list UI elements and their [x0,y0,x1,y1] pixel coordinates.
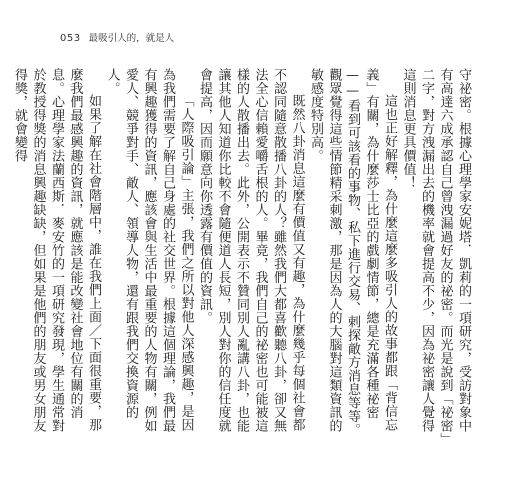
page-number: 053 [60,33,81,44]
paragraph: 這也正好解釋，為什麼這麼多吸引人的故事都跟「背信忘義」有關，為什麼莎士比亞的戲劇情節，總是充滿各種祕密——看到可該看的事物、私下進行交易、剌探敵方消息等等。觀眾覺得這些情節精采刺激，那是因為人的大腦對這類資訊的敏感度特別高。 [308,68,397,437]
paragraph: 「人際吸引論」主張，我們之所以對他人深感興趣，是因為我們需要了解自己身處的社交世界。根據這個理論，我們最有興趣獲得的資訊，應該會與生活中最重要的人物有關，例如愛人、競爭對手、敵人、領導人物，還有跟我們交換資源的人。 [104,68,194,433]
paragraph: 既然八卦消息這麼有價值又有趣，為什麼幾乎每個社會都不認同隨意散播八卦的人？雖然我們大都喜歡聽八卦，卻又無法全心信賴愛嚼舌根的人。畢竟，我們自己的祕密也可能被這樣的人散播出去。此外，公開表示不贊同別人亂講八卦，也能讓其他人知道你比較不會隨便道人長短，別人對你的信任度就會提高，因而願意向你透露有價值的資訊。 [197,68,305,433]
body-text [12,68,472,440]
page-header [60,30,174,44]
paragraph: 守祕密。根據心理學家安妮塔．凱莉的一項研究，受訪對象中有高達六成承認自己曾洩漏過好友的祕密。而光是說到「祕密」二字，對方洩漏出去的機率就會提高不少，因為祕密讓人覺得這則消息更具價值！ [400,68,471,440]
paragraph: 如果了解在社會階層中，誰在我們上面／下面很重要，那麼我們最感興趣的資訊，就應該是能改變社會地位有關的消息。心理學家法蘭西斯．麥安竹的一項研究發現，學生通常對於教授得獎的消息興趣缺缺，但如果是他們的朋友或男女朋友得獎，就會變得 [12,68,101,433]
running-title: 最吸引人的，就是人 [88,33,175,44]
